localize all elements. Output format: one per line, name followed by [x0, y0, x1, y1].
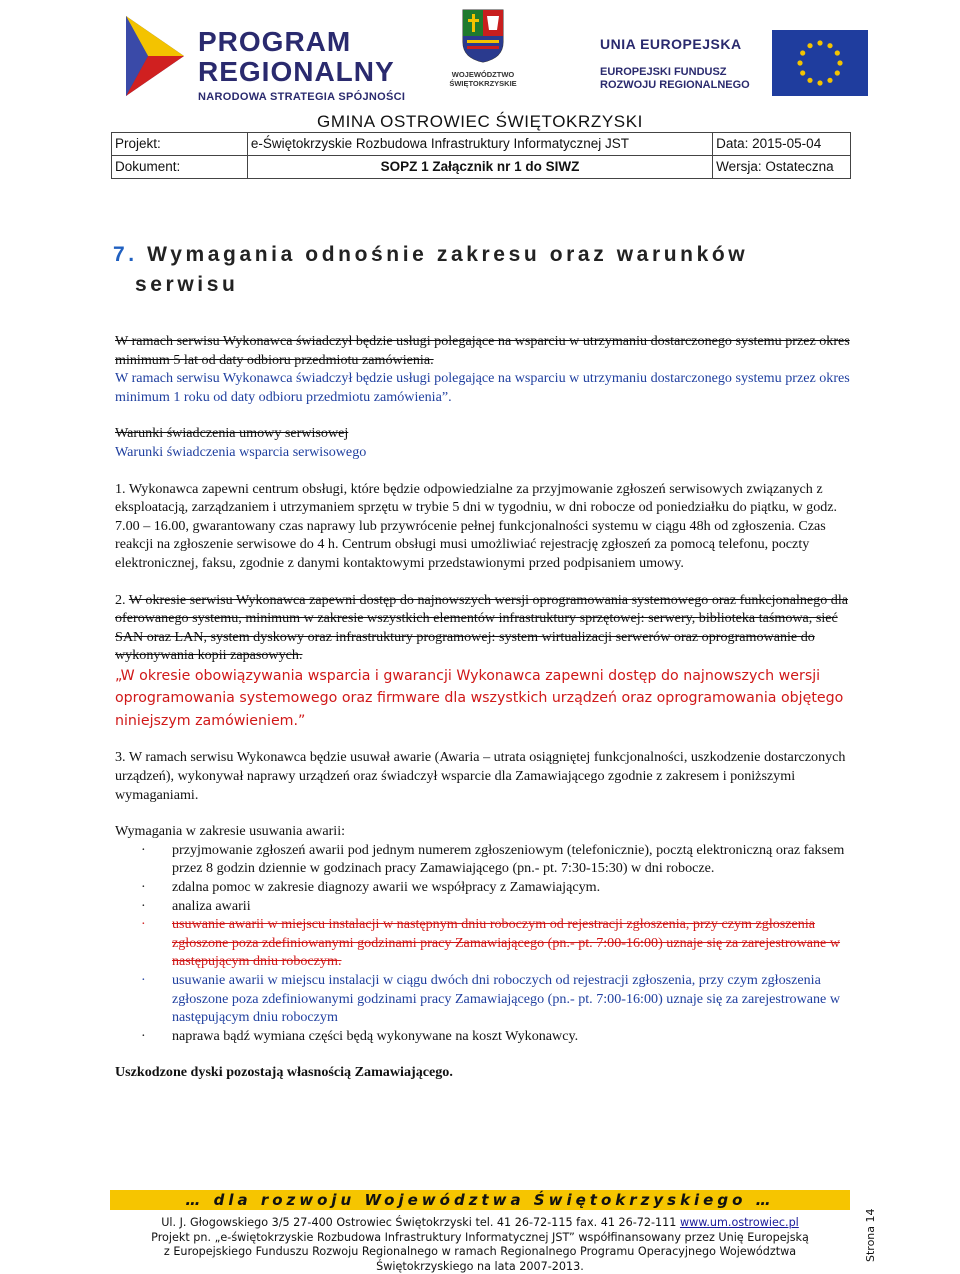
document-value: SOPZ 1 Załącznik nr 1 do SIWZ: [247, 156, 712, 179]
fundusz-text: EUROPEJSKI FUNDUSZ: [600, 65, 727, 78]
numbered-item-3: 3. W ramach serwisu Wykonawca będzie usuwał awarie (Awaria – utrata osiągniętej funkcjonalności, uszkodzenie dostarczonych urządzeń), wykonywał naprawy urządzeń oraz świadczył wsparcie dla Zamawiającego zgodnie z zakresem i poniższymi wymaganiami.: [115, 749, 846, 803]
numbered-item-2: [115, 591, 853, 665]
list-item-text: usuwanie awarii w miejscu instalacji w ciągu dwóch dni roboczych od rejestracji zgłoszenia, przy czym zgłoszenia zgłoszone poza zdefiniowanymi godzinami pracy Zamawiającego (pn.- pt. 7:00-16:00) uznaje się za zarejestrowane w następującym dniu roboczym: [172, 971, 841, 1026]
bullet-icon: ·: [141, 841, 146, 858]
list-item-text: zdalna pomoc w zakresie diagnozy awarii we współpracy z Zamawiającym.: [172, 878, 601, 895]
list-item: [115, 878, 853, 897]
section-title-line2: serwisu: [135, 273, 239, 296]
item-2-inserted-text: „W okresie obowiązywania wsparcia i gwarancji Wykonawca zapewni dostęp do najnowszych wersji oprogramowania systemowego oraz firmware dla wszystkich urządzeń oraz oprogramowania objętego niniejszym zamówieniem.”: [115, 667, 844, 729]
section-title: [113, 240, 853, 300]
program-text: PROGRAM: [198, 26, 352, 57]
footer-address: Ul. J. Głogowskiego 3/5 27-400 Ostrowiec Świętokrzyski tel. 41 26-72-115 fax. 41 26-72-111: [161, 1216, 680, 1229]
eu-flag-icon: [772, 30, 868, 96]
list-item-text: usuwanie awarii w miejscu instalacji w następnym dniu roboczym od rejestracji zgłoszenia, przy czym zgłoszenia zgłoszone poza zdefiniowanymi godzinami pracy Zamawiającego (pn.- pt. 7:00-16:00) uznaje się za zarejestrowane w następującym dniu roboczym.: [172, 916, 841, 970]
eu-logo: [600, 30, 880, 100]
deleted-heading: Warunki świadczenia umowy serwisowej: [115, 425, 349, 442]
bullet-icon: ·: [141, 916, 146, 933]
program-regionalny-logo: [118, 12, 418, 102]
list-item-inserted: [115, 971, 853, 1027]
footer-period-line: Świętokrzyskiego na lata 2007-2013.: [376, 1259, 584, 1273]
bullet-icon: ·: [141, 897, 146, 914]
bullet-icon: ·: [141, 878, 146, 895]
wojewodztwo-logo: [443, 8, 523, 104]
item-2-number: 2.: [115, 591, 129, 608]
section-title-line1: Wymagania odnośnie zakresu oraz warunków: [147, 243, 749, 266]
coat-of-arms-icon: [461, 8, 505, 64]
inserted-heading: Warunki świadczenia wsparcia serwisowego: [115, 443, 367, 460]
list-item-text: naprawa bądź wymiana części będą wykonywane na koszt Wykonawcy.: [172, 1027, 579, 1044]
star-icon: [118, 12, 192, 100]
swietokrzyskie-text: ŚWIĘTOKRZYSKIE: [449, 78, 517, 88]
list-item-text: analiza awarii: [172, 897, 251, 914]
bullet-icon: ·: [141, 971, 146, 988]
list-item-deleted: [115, 915, 853, 971]
footer-funding-line: z Europejskiego Funduszu Rozwoju Regionalnego w ramach Regionalnego Programu Operacyjnego Województwa: [163, 1245, 797, 1259]
footer-slogan: … dla rozwoju Województwa Świętokrzyskiego …: [185, 1191, 775, 1209]
list-item-text: przyjmowanie zgłoszeń awarii pod jednym numerem zgłoszeniowym (telefonicznie), pocztą elektroniczną oraz faksem przez 8 godzin dziennie w godzinach pracy Zamawiającego (pn.- pt. 7:30-15:30) w dni robocze.: [172, 841, 845, 877]
requirements-heading: Wymagania w zakresie usuwania awarii:: [115, 823, 346, 840]
page-number: Strona 14: [864, 1208, 877, 1262]
deleted-paragraph: W ramach serwisu Wykonawca świadczył będzie usługi polegające na wsparciu w utrzymaniu dostarczonego systemu przez okres minimum 5 lat od daty odbioru przedmiotu zamówienia.: [115, 333, 850, 368]
municipality-name: GMINA OSTROWIEC ŚWIĘTOKRZYSKI: [317, 112, 643, 131]
footer-info: [110, 1216, 850, 1274]
item-2-deleted-text: W okresie serwisu Wykonawca zapewni dostęp do najnowszych wersji oprogramowania systemowego oraz funkcjonalnego dla oferowanego systemu, minimum w zakresie wszystkich elementów infrastruktury sprzętowej: serwery, biblioteka taśmowa, sieć SAN oraz LAN, system dyskowy oraz infrastruktury programowej: system wirtualizacji serwerów oraz oprogramowanie do wykonywania kopii zapasowych.: [115, 591, 849, 664]
document-body: [115, 332, 853, 1082]
document-header-table: [111, 132, 851, 179]
website-link[interactable]: www.um.ostrowiec.pl: [679, 1216, 799, 1229]
logo-strip: [0, 0, 960, 112]
requirements-list: [115, 841, 853, 1046]
unia-europejska-text: UNIA EUROPEJSKA: [600, 36, 742, 52]
project-label: Projekt:: [112, 133, 248, 156]
rozwoju-text: ROZWOJU REGIONALNEGO: [600, 79, 750, 92]
numbered-item-1: 1. Wykonawca zapewni centrum obsługi, które będzie odpowiedzialne za przyjmowanie zgłoszeń serwisowych związanych z eksploatacją, zarządzaniem i utrzymaniem sprzętu w trybie 5 dni w tygodniu, w dni robocze od poniedziałku do piątku, w godz. 7.00 – 16.00, gwarantowany czas naprawy lub przywrócenie pełnej funkcjonalności systemu w ciągu 48h od zgłoszenia. Czas reakcji na zgłoszenie serwisowe do 4 h. Centrum obsługi musi umożliwiać rejestrację zgłoszeń za pomocą telefonu, poczty elektronicznej, faksu, zgodnie z danymi kontaktowymi przedstawionymi przed podpisaniem umowy.: [115, 480, 838, 571]
list-item: [115, 841, 853, 878]
date-cell: Data: 2015-05-04: [713, 133, 851, 156]
regionalny-text: REGIONALNY: [198, 56, 395, 87]
document-label: Dokument:: [112, 156, 248, 179]
inserted-paragraph: W ramach serwisu Wykonawca świadczył będzie usługi polegające na wsparciu w utrzymaniu dostarczonego systemu przez okres minimum 1 roku od daty odbioru przedmiotu zamówienia”.: [115, 370, 850, 405]
closing-statement: Uszkodzone dyski pozostają własnością Zamawiającego.: [115, 1064, 453, 1081]
footer-project-line: Projekt pn. „e-świętokrzyskie Rozbudowa Infrastruktury Informatycznej JST” współfinansowany przez Unię Europejską: [151, 1230, 809, 1244]
bullet-icon: ·: [141, 1027, 146, 1044]
version-cell: Wersja: Ostateczna: [713, 156, 851, 179]
wojewodztwo-text: WOJEWÓDZTWO: [451, 70, 515, 79]
project-value: e-Świętokrzyskie Rozbudowa Infrastruktury Informatycznej JST: [247, 133, 712, 156]
strategia-text: NARODOWA STRATEGIA SPÓJNOŚCI: [198, 91, 406, 103]
section-number: 7.: [113, 243, 138, 266]
project-row: [112, 133, 851, 156]
list-item: [115, 1027, 853, 1046]
list-item: [115, 897, 853, 916]
footer-address-line: [110, 1216, 850, 1231]
document-row: [112, 156, 851, 179]
